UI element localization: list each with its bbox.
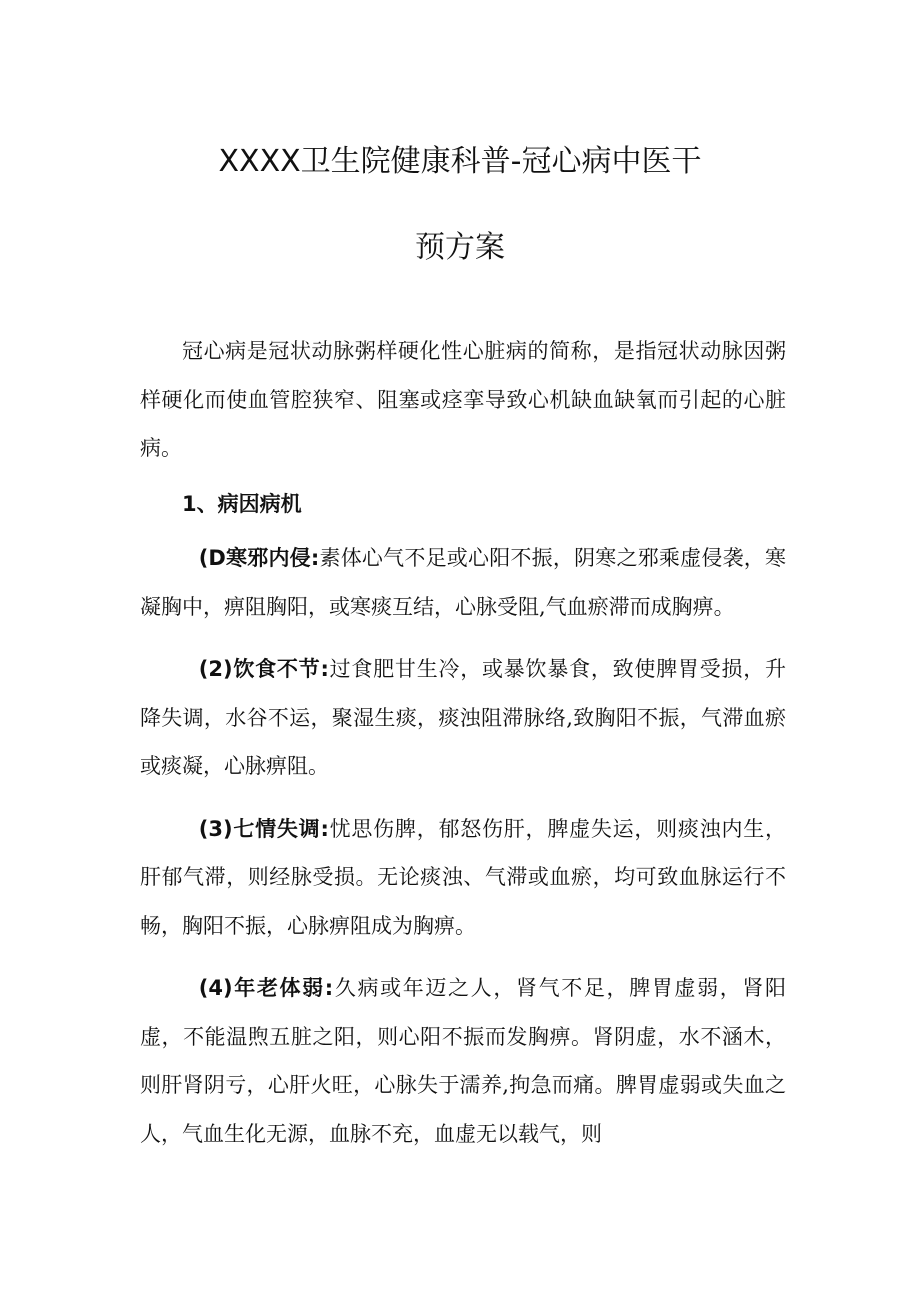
- item-lead: (2)饮食不节:: [198, 657, 329, 681]
- item-text: 久病或年迈之人，肾气不足，脾胃虚弱，肾阳虚，不能温煦五脏之阳，则心阳不振而发胸痹。肾阴虚，水不涵木，则肝肾阴亏，心肝火旺，心脉失于濡养,拘急而痛。脾胃虚弱或失血之人，气血生化无源，血脉不充，血虚无以载气，则: [140, 976, 786, 1146]
- etiology-item-aging: [140, 964, 786, 1158]
- etiology-item-cold: [140, 534, 786, 631]
- item-lead: (D寒邪内侵:: [198, 546, 320, 570]
- item-text: 忧思伤脾，郁怒伤肝，脾虚失运，则痰浊内生，肝郁气滞，则经脉受损。无论痰浊、气滞或血瘀，均可致血脉运行不畅，胸阳不振，心脉痹阻成为胸痹。: [140, 816, 786, 938]
- document-title-line-2: 预方案: [415, 230, 505, 265]
- item-text: 素体心气不足或心阳不振，阴寒之邪乘虚侵袭，寒凝胸中，痹阻胸阳，或寒痰互结，心脉受阻,气血瘀滞而成胸痹。: [140, 546, 786, 619]
- intro-paragraph: 冠心病是冠状动脉粥样硬化性心脏病的简称，是指冠状动脉因粥样硬化而使血管腔狭窄、阻塞或痉挛导致心机缺血缺氧而引起的心脏病。: [140, 339, 786, 460]
- document-title-line-1: XXXX卫生院健康科普-冠心病中医干: [218, 144, 702, 179]
- section-heading-etiology: 1、病因病机: [182, 491, 302, 516]
- document-body: [140, 327, 786, 1158]
- item-lead: (3)七情失调:: [198, 816, 329, 841]
- etiology-item-diet: [140, 645, 786, 791]
- item-lead: (4)年老体弱:: [198, 976, 334, 1000]
- etiology-item-emotion: [140, 805, 786, 951]
- item-text: 过食肥甘生冷，或暴饮暴食，致使脾胃受损，升降失调，水谷不运，聚湿生痰，痰浊阻滞脉络,致胸阳不振，气滞血瘀或痰凝，心脉痹阻。: [140, 657, 786, 778]
